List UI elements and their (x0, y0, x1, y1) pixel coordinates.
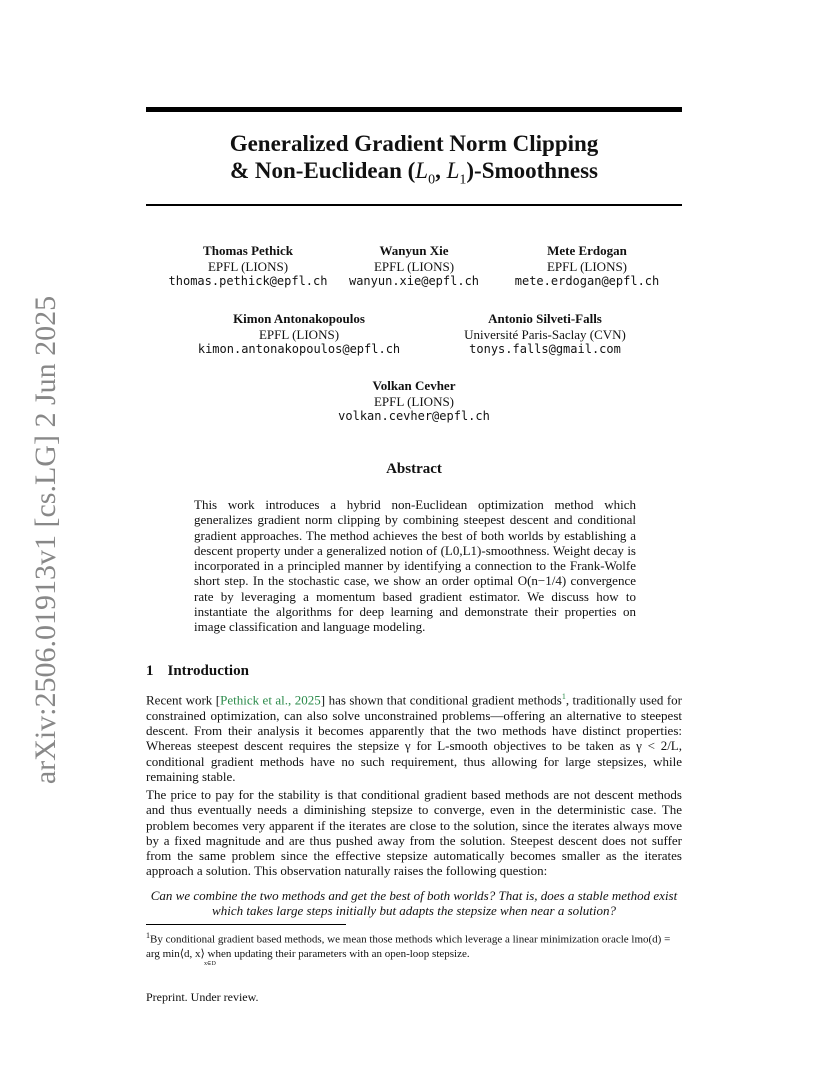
abstract-text: This work introduces a hybrid non-Euclidean optimization method which generalizes gradient norm clipping by combining steepest descent and conditional gradient approaches. The method achieves the best of both worlds by establishing a descent property under a generalized notion of (L0,L1)-smoothness. Weight decay is incorporated in a principled manner by identifying a connection to the Frank-Wolfe short step. In the stochastic case, we show an order optimal O(n−1/4) convergence rate by leveraging a momentum based gradient estimator. We discuss how to instantiate the algorithms for deep learning and demonstrate their properties on image classification and language modeling. (194, 497, 636, 635)
author-email[interactable]: mete.erdogan@epfl.ch (514, 274, 660, 288)
title-bottom-rule (146, 204, 682, 206)
author-affiliation: EPFL (LIONS) (207, 258, 289, 274)
author-name: Antonio Silveti-Falls (488, 311, 602, 326)
arxiv-identifier: arXiv:2506.01913v1 [cs.LG] 2 Jun 2025 (29, 295, 62, 785)
title-line-1: Generalized Gradient Norm Clipping (229, 131, 599, 156)
author-name: Volkan Cevher (372, 378, 456, 393)
author-block (515, 243, 660, 290)
author-email[interactable]: tonys.falls@gmail.com (469, 342, 621, 356)
section-number: 1 (146, 663, 154, 679)
author-affiliation: EPFL (LIONS) (373, 258, 455, 274)
footnote (146, 929, 682, 967)
author-block (338, 378, 490, 425)
author-email[interactable]: wanyun.xie@epfl.ch (348, 274, 480, 288)
intro-paragraph-2: The price to pay for the stability is that conditional gradient based methods are not descent methods and thus eventually needs a diminishing stepsize to converge, even in the deterministic case. The problem becomes very apparent if the iterates are close to the solution, since the iterates always move by a fixed magnitude and are thus pushed away from the solution. Steepest descent does not suffer from the same problem since the effective stepsize automatically becomes smaller as the iterates approach a solution. This observation naturally raises the following question: (146, 787, 682, 879)
title-line-2: & Non-Euclidean ($L_0$, $L_1$)-Smoothness (229, 158, 598, 188)
footnote-marker-link[interactable]: 1 (561, 692, 566, 701)
author-name: Thomas Pethick (203, 243, 293, 258)
intro-paragraph-1: Recent work [Pethick et al., 2025] has shown that conditional gradient methods$^1$, traditionally used for constrained optimization, can also solve unconstrained problems—offering an alternative to steepest descent. From their analysis it becomes apparently that the two methods have distinct properties: Whereas steepest descent requires the stepsize γ for L-smooth objectives to be taken as γ < 2/L, conditional gradient methods have no such requirement, thus allowing for large stepsizes, while remaining stable. (146, 692, 683, 784)
author-email[interactable]: thomas.pethick@epfl.ch (168, 274, 328, 288)
author-email[interactable]: kimon.antonakopoulos@epfl.ch (197, 342, 401, 356)
author-affiliation: EPFL (LIONS) (373, 393, 455, 409)
citation-link[interactable]: Pethick et al., 2025 (220, 692, 321, 708)
author-block (349, 243, 479, 290)
abstract-heading: Abstract (386, 461, 442, 477)
section-heading (146, 663, 249, 680)
title-top-rule (146, 107, 682, 112)
author-email[interactable]: volkan.cevher@epfl.ch (338, 409, 490, 423)
author-name: Wanyun Xie (379, 243, 449, 258)
footnote-text: By conditional gradient based methods, we mean those methods which leverage a linear minimization oracle lmo(d) = arg min⟨d, x⟩ when updating their parameters with an open-loop stepsize. (146, 933, 671, 960)
section-title: Introduction (167, 663, 249, 679)
author-block (464, 311, 626, 358)
author-name: Mete Erdogan (547, 243, 627, 258)
paper-title (146, 130, 682, 194)
author-block (169, 243, 328, 290)
author-affiliation: EPFL (LIONS) (546, 258, 628, 274)
preprint-note: Preprint. Under review. (146, 990, 259, 1004)
footnote-subscript: x∈D (204, 960, 216, 967)
footnote-number: 1 (146, 931, 150, 940)
author-name: Kimon Antonakopoulos (233, 311, 365, 326)
footnote-rule (146, 924, 346, 925)
author-block (198, 311, 400, 358)
author-affiliation: Université Paris-Saclay (CVN) (464, 326, 626, 342)
author-affiliation: EPFL (LIONS) (258, 326, 340, 342)
research-question: Can we combine the two methods and get the best of both worlds? That is, does a stable method exist which takes large steps initially but adapts the stepsize when near a solution? (150, 888, 678, 919)
